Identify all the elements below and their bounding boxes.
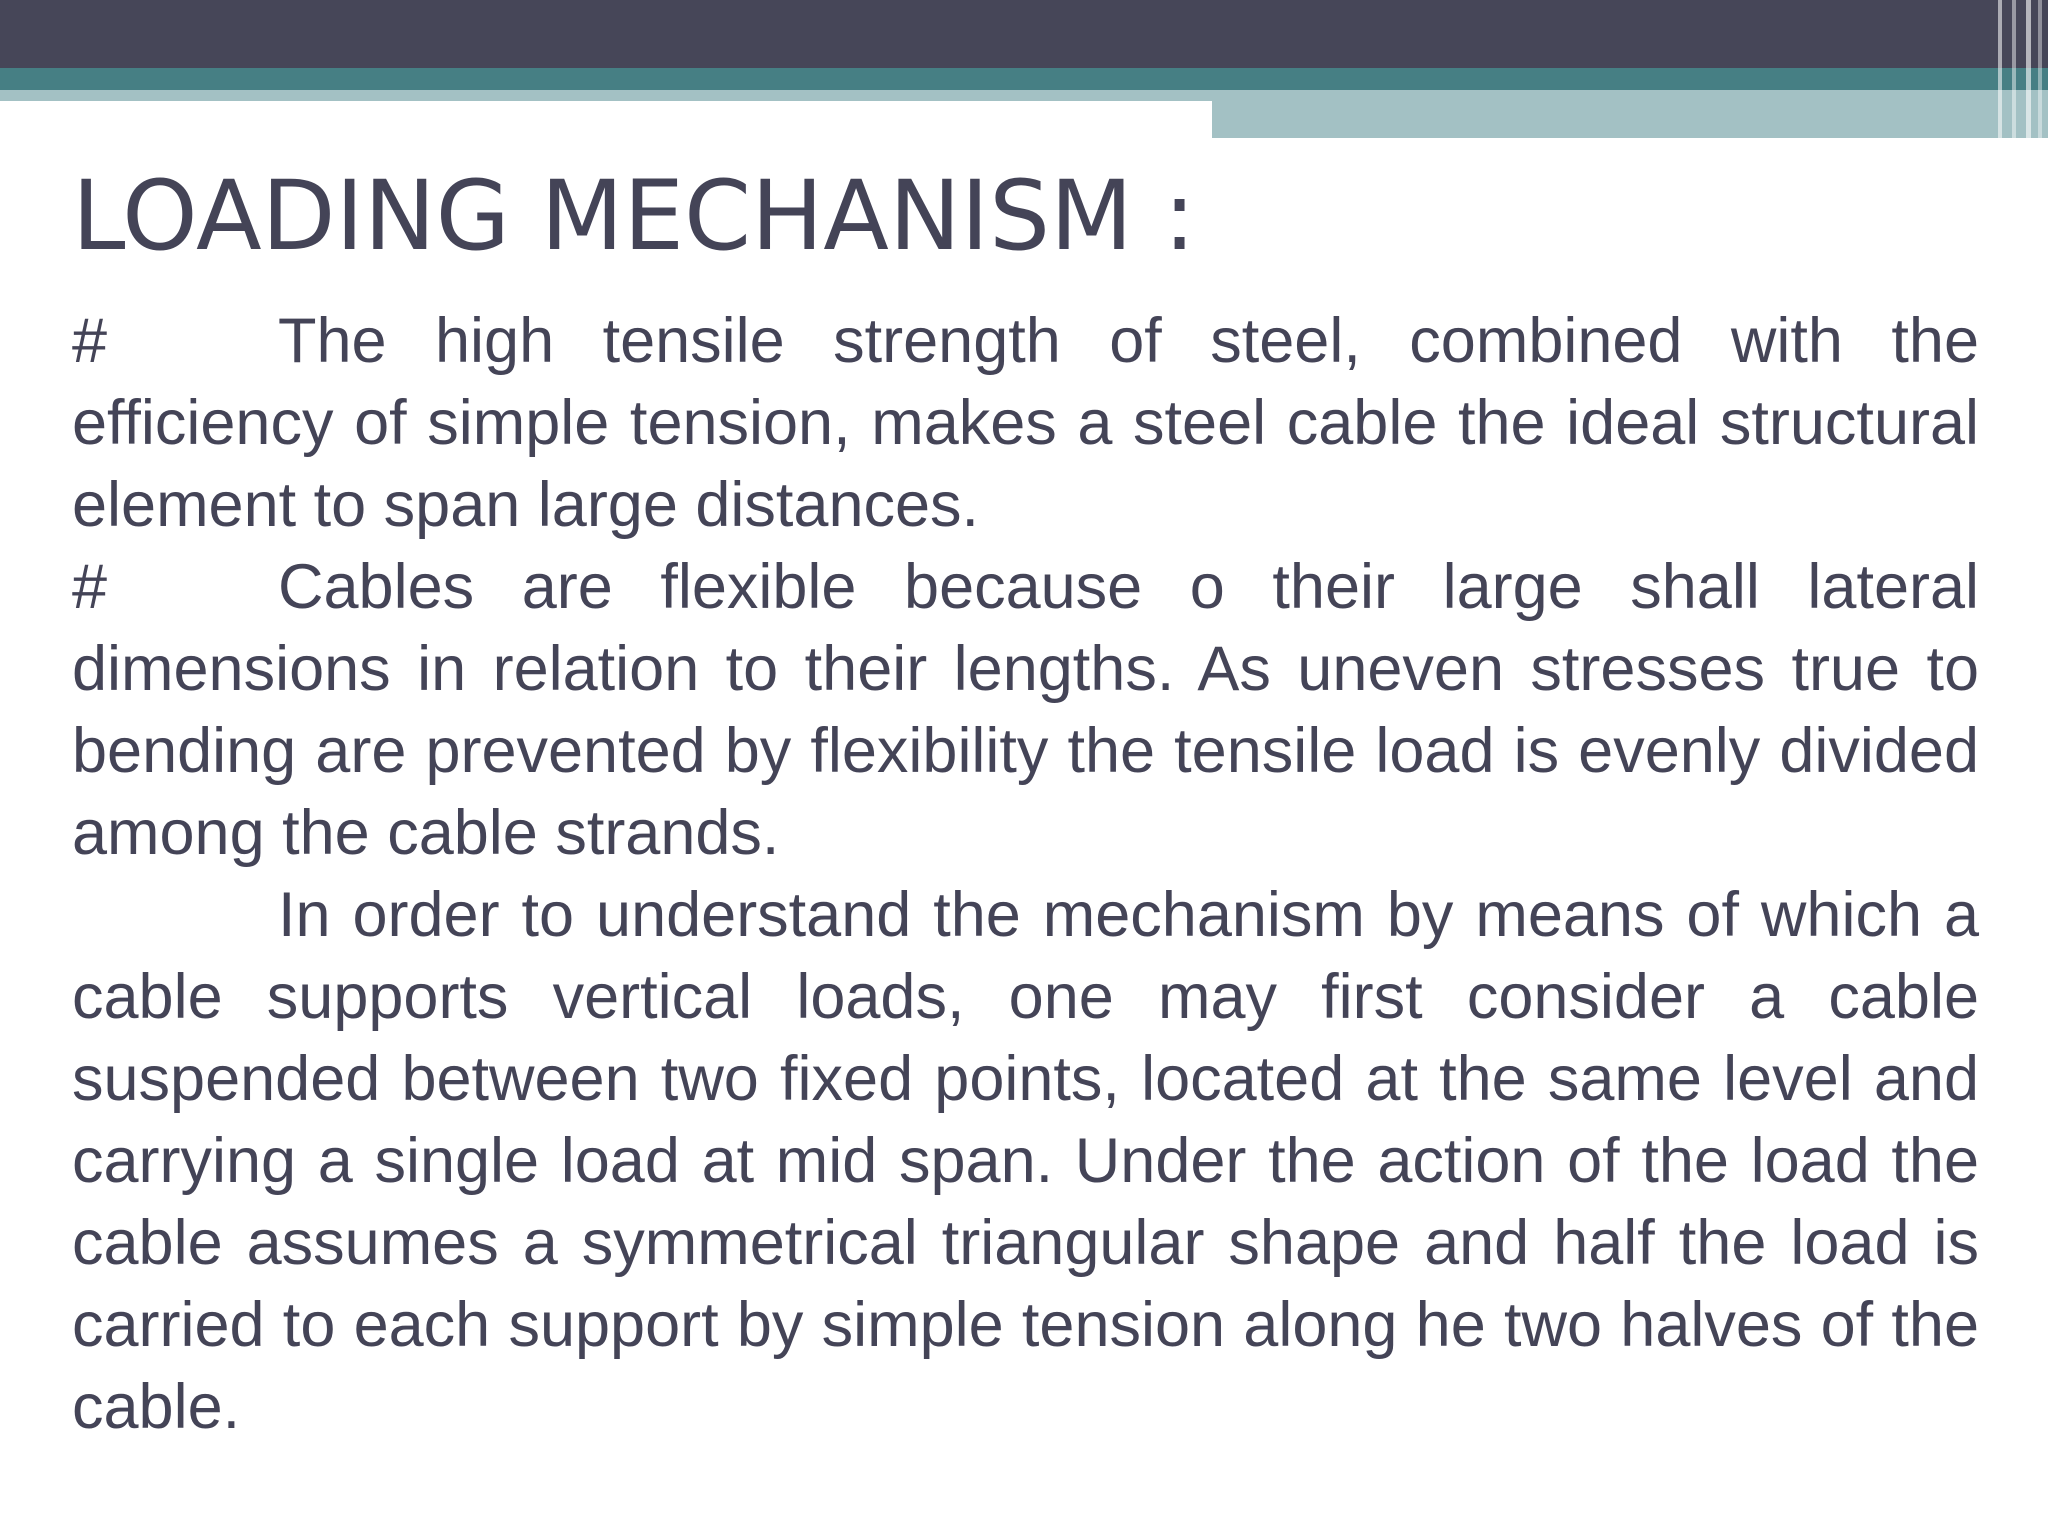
header-band-teal (0, 68, 2048, 90)
slide-body (72, 300, 1979, 1448)
paragraph-text: Cables are flexible because o their large shall lateral dimensions in relation to their lengths. As uneven stresses true to bending are prevented by flexibility the tensile load is evenly divided among the cable strands. (72, 552, 1979, 868)
bullet-marker: # (72, 306, 108, 376)
paragraph-2 (72, 546, 1979, 874)
corner-stripes-decoration (1984, 0, 2048, 138)
slide-title: LOADING MECHANISM : (72, 160, 1196, 272)
paragraph-text: In order to understand the mechanism by means of which a cable supports vertical loads, one may first consider a cable suspended between two fixed points, located at the same level and carrying a single load at mid span. Under the action of the load the cable assumes a symmetrical triangular shape and half the load is carried to each support by simple tension along he two halves of the cable. (72, 880, 1979, 1442)
paragraph-3 (72, 874, 1979, 1448)
bullet-marker: # (72, 552, 108, 622)
paragraph-1 (72, 300, 1979, 546)
header-band-light-left (0, 90, 1212, 101)
header-band-light-right (1212, 90, 2048, 138)
paragraph-text: The high tensile strength of steel, combined with the efficiency of simple tension, makes a steel cable the ideal structural element to span large distances. (72, 306, 1979, 540)
header-band-dark (0, 0, 2048, 68)
